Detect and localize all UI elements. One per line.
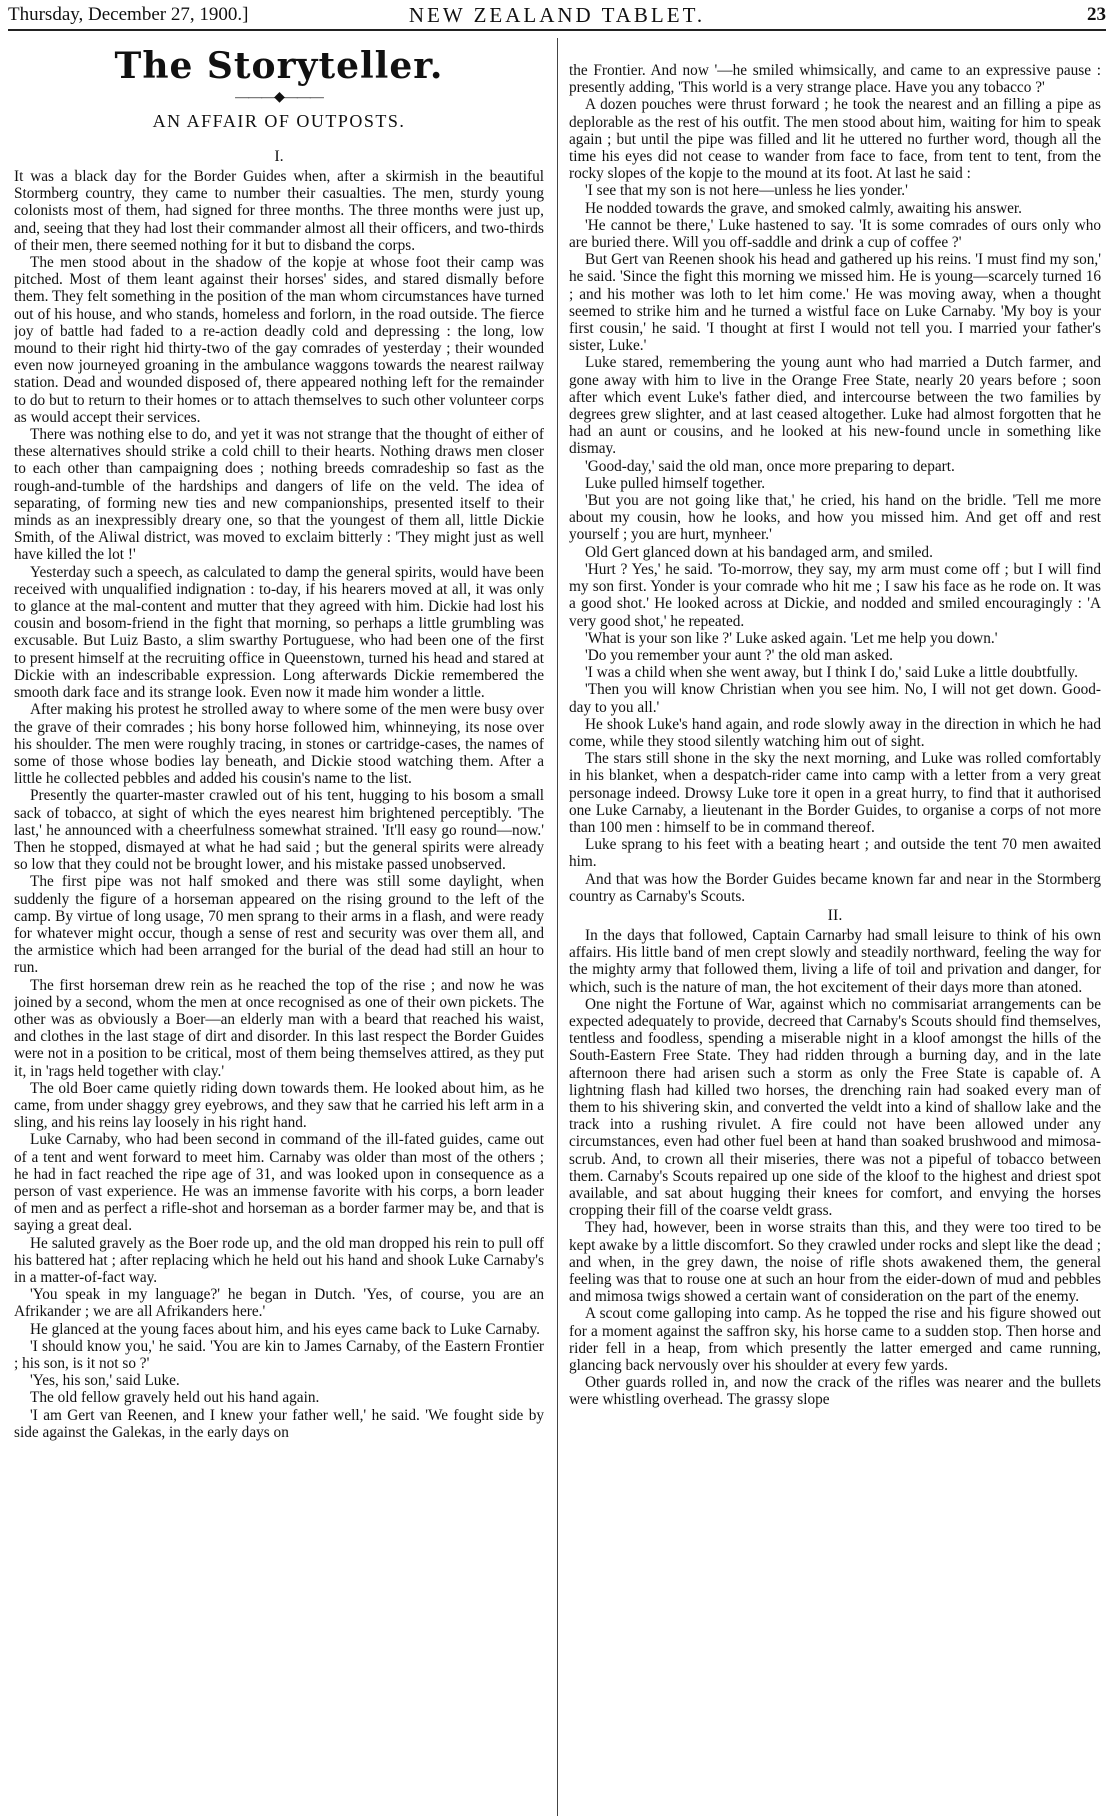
chapter-heading-two: II. (827, 906, 843, 924)
right-body-text-two (569, 927, 1101, 1409)
paragraph: They had, however, been in worse straits than this, and they were too tired to be kept awake by a little discomfort. So they crawled under rocks and slept like the dead ; and when, in the grey dawn, the noise of rifle shots awakened them, the general feeling was that to rouse one at such an hour from the eider-down of mud and pebbles and mimosa twigs showed a certain want of consideration on the part of the enemy. (569, 1219, 1101, 1306)
paragraph: 'I should know you,' he said. 'You are kin to James Carnaby, of the Eastern Frontier ; his son, is it not so ?' (14, 1337, 544, 1373)
paragraph: 'But you are not going like that,' he cried, his hand on the bridle. 'Tell me more about my cousin, how he looks, and how you missed him. And get off and rest yourself ; you are hurt, mynheer.' (569, 492, 1101, 544)
right-body-text (569, 62, 1101, 905)
paragraph: 'You speak in my language?' he began in Dutch. 'Yes, of course, you are an Afrikander ; we are all Afrikanders here.' (14, 1286, 544, 1321)
paragraph: The stars still shone in the sky the next morning, and Luke was rolled comfortably in his blanket, when a despatch-rider came into camp with a letter from a very great personage indeed. Drowsy Luke tore it open in a great hurry, to find that it authorised one Luke Carnaby, a lieutenant in the Border Guides, to organise a corps of not more than 100 men : himself to be in command thereof. (569, 750, 1101, 836)
paragraph: Yesterday such a speech, as calculated to damp the general spirits, would have been received with unqualified indignation : to-day, if his hearers moved at all, it was only to glance at the mal-content and mutter that they agreed with him. Dickie had lost his cousin and bosom-friend in the fight that morning, so perhaps a little grumbling was excusable. But Luiz Basto, a slim swarthy Portuguese, who had been one of the first to present himself at the recruiting office in Queenstown, turned his head and stared at Dickie with an indescribable expression. Long afterwards Dickie remembered the smooth dark face and its strange look. Even now it made him wonder a little. (14, 563, 544, 702)
paragraph: 'I see that my son is not here—unless he lies yonder.' (585, 182, 908, 200)
paragraph: He shook Luke's hand again, and rode slowly away in the direction in which he had come, while they stood silently watching him out of sight. (569, 715, 1101, 750)
page-header (8, 4, 1106, 26)
paragraph: 'I was a child when she went away, but I think I do,' said Luke a little doubtfully. (585, 664, 1078, 682)
paragraph: He glanced at the young faces about him, and his eyes came back to Luke Carnaby. (30, 1320, 540, 1338)
paragraph: Luke Carnaby, who had been second in command of the ill-fated guides, came out of a tent and went forward to meet him. Carnaby was older than most of the others ; he had in fact reached the ripe age of 31, and was looked upon in consequence as a person of vast experience. He was an immense favorite with his corps, a born leader of men and as perfect a rifle-shot and horseman as a border farmer may be, and that is saying a great deal. (14, 1131, 544, 1235)
paragraph: One night the Fortune of War, against which no commisariat arrangements can be expected adequately to provide, decreed that Carnaby's Scouts should find themselves, tentless and foodless, spending a miserable night in a kloof amongst the hills of the South-Eastern Free State. They had ridden through a burning day, and in the late afternoon there had arisen such a storm as only the Free State is capable of. A lightning flash had killed two horses, the drenching rain had soaked every man of them to his shivering skin, and converted the veldt into a kind of shallow lake and the track into a rushing rivulet. A fire could not have been allowed under any circumstances, even had other fuel been at hand than soaked brushwood and mimosa-scrub. And, to crown all their miseries, there was not a pipeful of tobacco between them. Carnaby's Scouts repaired up one side of the kloof to the highest and driest spot available, and sat about hugging their knees for comfort, and envying the horses cropping their fill of the coarse veldt grass. (569, 995, 1101, 1220)
paragraph: The first pipe was not half smoked and there was still some daylight, when suddenly the figure of a horseman appeared on the rising ground to the left of the camp. By virtue of long usage, 70 men sprang to their arms in a flash, and were ready for whatever might occur, though a sense of rest and security was over them all, and the armistice which had been arranged for the burial of the dead had still an hour to run. (14, 873, 544, 977)
paragraph: The old Boer came quietly riding down towards them. He looked about him, as he came, from under shaggy grey eyebrows, and they saw that he carried his left arm in a sling, and his reins lay loosely in his right hand. (14, 1079, 544, 1132)
paragraph: 'Do you remember your aunt ?' the old man asked. (585, 646, 893, 664)
paragraph: A scout come galloping into camp. As he topped the rise and his figure showed out for a moment against the saffron sky, his horse came to a sudden stop. Then horse and rider fell in a heap, from which presently the latter emerged and came running, glancing back nervously over his shoulder at every few yards. (569, 1305, 1101, 1375)
paragraph: 'I am Gert van Reenen, and I knew your father well,' he said. 'We fought side by side against the Galekas, in the early days on (14, 1406, 544, 1441)
paragraph: The old fellow gravely held out his hand again. (30, 1389, 320, 1407)
issue-date: Thursday, December 27, 1900.] (8, 4, 249, 25)
paragraph: Old Gert glanced down at his bandaged arm, and smiled. (585, 543, 933, 561)
paragraph: There was nothing else to do, and yet it was not strange that the thought of either of these alternatives should strike a cold chill to their hearts. Nothing draws men closer to each other than campaigning does ; nothing breeds comradeship so fast as the rough-and-tumble of the hardships and dangers of life on the veld. The idea of separating, of forming new ties and new companionships, presented itself to their minds as an inexpressibly dreary one, so that the youngest of them all, little Dickie Smith, of the Aliwal district, was moved to exclaim bitterly : 'They might just as well have killed the lot !' (14, 426, 544, 564)
paragraph: A dozen pouches were thrust forward ; he took the nearest and an filling a pipe as deplorable as the rest of his outfit. The men stood about him, waiting for him to speak again ; but until the pipe was filled and lit he uttered no further word, though all the time his eyes did not cease to wander from face to face, from tent to tent, from the rocky slopes of the kopje to the mound at its foot. At last he said : (569, 96, 1101, 183)
newspaper-name: NEW ZEALAND TABLET. (408, 3, 706, 27)
paragraph: In the days that followed, Captain Carnarby had small leisure to think of his own affairs. His little band of men crept slowly and steadily northward, feeling the way for the mighty army that followed them, living a life of toil and privation and danger, for which, such is the nature of man, the hot excitement of their days more than atoned. (569, 926, 1101, 996)
paragraph: He nodded towards the grave, and smoked calmly, awaiting his answer. (585, 199, 1022, 217)
paragraph: the Frontier. And now '—he smiled whimsically, and came to an expressive pause : presently adding, 'This world is a very strange place. Have you any tobacco ?' (569, 62, 1101, 97)
paragraph: Other guards rolled in, and now the crack of the rifles was nearer and the bullets were whistling overhead. The grassy slope (569, 1374, 1101, 1409)
ornament-rule: ———◆——— (235, 90, 323, 105)
paragraph: And that was how the Border Guides became known far and near in the Stormberg country as Carnaby's Scouts. (569, 870, 1101, 905)
left-body-text (14, 168, 544, 1441)
column-divider (557, 38, 558, 1816)
article-title: AN AFFAIR OF OUTPOSTS. (152, 111, 406, 131)
paragraph: 'Good-day,' said the old man, once more preparing to depart. (585, 457, 955, 475)
section-masthead: The Storyteller. (114, 45, 444, 87)
paragraph: Luke stared, remembering the young aunt who had married a Dutch farmer, and gone away with him to live in the Orange Free State, nearly 20 years before ; soon after which event Luke's father died, and intercourse between the two families by degrees grew slighter, and at last ceased altogether. Luke had almost forgotten that he had an aunt or cousins, and he looked at his new-found uncle in something like dismay. (569, 354, 1101, 458)
paragraph: Luke sprang to his feet with a beating heart ; and outside the tent 70 men awaited him. (569, 836, 1101, 871)
paragraph: 'He cannot be there,' Luke hastened to say. 'It is some comrades of ours only who are buried there. Will you off-saddle and drink a cup of coffee ?' (569, 216, 1101, 252)
paragraph: Presently the quarter-master crawled out of his tent, hugging to his bosom a small sack of tobacco, at sight of which the eyes nearest him brightened perceptibly. 'The last,' he announced with a cheerfulness somewhat strained. 'It'll easy go round—now.' Then he stopped, dismayed at what he had said ; but the general spirits were already so low that they could not be brought lower, and his mistake passed unobserved. (14, 787, 544, 874)
paragraph: 'Yes, his son,' said Luke. (30, 1372, 180, 1390)
chapter-heading-one: I. (274, 148, 284, 165)
paragraph: It was a black day for the Border Guides when, after a skirmish in the beautiful Stormberg country, they came to number their casualties. The men, sturdy young colonists most of them, had signed for three months. The three months were just up, and, seeing that they had lost their commander almost all their officers, and two-thirds of their men, there seemed nothing for it but to disband the corps. (14, 168, 544, 254)
paragraph: 'Hurt ? Yes,' he said. 'To-morrow, they say, my arm must come off ; but I will find my son first. Yonder is your comrade who hit me ; I saw his face as he rode on. It was a good shot.' He looked across at Dickie, and nodded and smiled encouragingly : 'A very good shot,' he repeated. (569, 560, 1101, 630)
paragraph: The first horseman drew rein as he reached the top of the rise ; and now he was joined by a second, whom the men at once recognised as one of their own pickets. The other was as obviously a Boer—an elderly man with a beard that reached his waist, and clothes in the last stage of dirt and disorder. In this last respect the Border Guides were not in a position to be critical, most of them being themselves attired, as they put it, in 'rags held together with clay.' (14, 976, 544, 1080)
paragraph: 'Then you will know Christian when you see him. No, I will not get down. Good-day to you all.' (569, 681, 1101, 716)
paragraph: But Gert van Reenen shook his head and gathered up his reins. 'I must find my son,' he said. 'Since the fight this morning we missed him. He is young—scarcely turned 16 ; and his mother was loth to let him come.' He was moving away, when a thought seemed to strike him and he turned a wistful face on Luke Carnaby. 'My boy is your first cousin,' he said. 'I thought at first I would not tell you. I married your father's sister, Luke.' (569, 251, 1101, 355)
paragraph: He saluted gravely as the Boer rode up, and the old man dropped his rein to pull off his battered hat ; after replacing which he held out his hand and shook Luke Carnaby's in a matter-of-fact way. (14, 1234, 544, 1286)
paragraph: The men stood about in the shadow of the kopje at whose foot their camp was pitched. Most of them leant against their horses' sides, and stared dismally before them. They felt something in the position of the man whom circumstances have turned out of his house, and who stands, homeless and forlorn, in the road outside. The fierce joy of battle had faded to a re-action deadly cold and depressing : the long, low mound to their right hid thirty-two of the gay comrades of yesterday ; their wounded even now journeyed groaning in the ambulance waggons towards the nearest railway station. Dead and wounded disposed of, there appeared nothing left for the remainder to do but to return to their homes or to attach themselves to such other volunteer corps as would accept their services. (14, 254, 544, 426)
paragraph: After making his protest he strolled away to where some of the men were busy over the grave of their comrades ; his bony horse followed him, whinneying, its nose over his shoulder. The men were roughly tracing, in stones or cartridge-cases, the names of some of those whose bodies lay beneath, and Dickie stood watching them. After a little he collected pebbles and added his cousin's name to the list. (14, 701, 544, 788)
header-rule (8, 29, 1106, 31)
paragraph: 'What is your son like ?' Luke asked again. 'Let me help you down.' (585, 629, 998, 647)
right-column (569, 62, 1101, 1816)
left-column (14, 44, 544, 1816)
page-number: 23 (1087, 4, 1106, 25)
paragraph: Luke pulled himself together. (585, 474, 766, 492)
